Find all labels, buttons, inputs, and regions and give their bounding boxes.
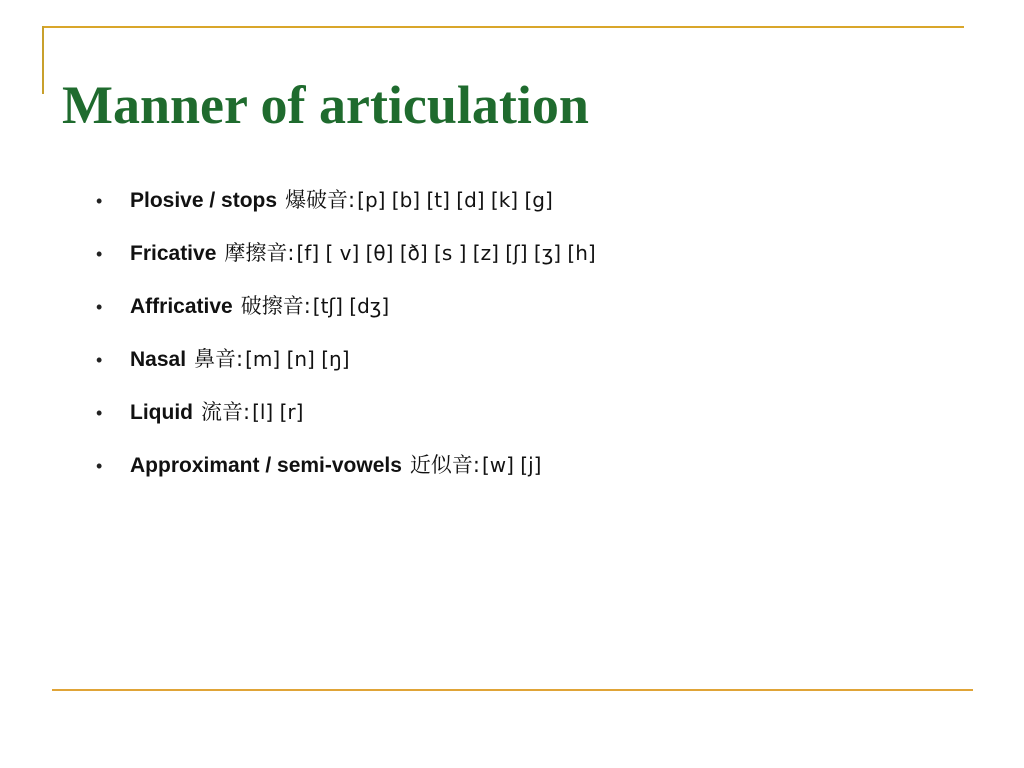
bullet-liquid (96, 396, 596, 449)
bullet-affricative (96, 290, 596, 343)
footer-rule (52, 689, 973, 691)
top-rule (42, 26, 964, 28)
bullet-chinese: 破擦音: (240, 294, 311, 318)
bullet-chinese: 爆破音: (285, 188, 356, 212)
bullet-chinese: 流音: (200, 400, 251, 424)
bullet-chinese: 近似音: (409, 453, 480, 477)
bullet-plosive (96, 184, 596, 237)
bullet-fricative (96, 237, 596, 290)
bullet-dot-icon: • (96, 244, 103, 264)
bullet-term: Liquid (130, 401, 193, 424)
bullet-ipa: [p] [b] [t] [d] [k] [g] (357, 188, 553, 212)
bullet-dot-icon: • (96, 350, 103, 370)
bullet-ipa: [tʃ] [dʒ] (312, 294, 390, 318)
bullet-dot-icon: • (96, 191, 103, 211)
bullet-approximant (96, 449, 596, 502)
bullet-chinese: 摩擦音: (224, 241, 295, 265)
bullet-ipa: [w] [j] (481, 453, 542, 477)
bullet-ipa: [f] [ v] [θ] [ð] [s ] [z] [ʃ] [ʒ] [h] (296, 241, 596, 265)
bullet-term: Plosive / stops (130, 189, 278, 212)
bullet-ipa: [m] [n] [ŋ] (245, 347, 350, 371)
bullet-dot-icon: • (96, 297, 103, 317)
bullet-term: Nasal (130, 348, 187, 371)
bullet-list (96, 184, 596, 502)
bullet-dot-icon: • (96, 403, 103, 423)
bullet-ipa: [l] [r] (252, 400, 304, 424)
bullet-term: Approximant / semi-vowels (130, 454, 402, 477)
bullet-term: Affricative (130, 295, 233, 318)
bullet-nasal (96, 343, 596, 396)
bullet-dot-icon: • (96, 456, 103, 476)
bullet-term: Fricative (130, 242, 217, 265)
left-rule (42, 26, 44, 94)
bullet-chinese: 鼻音: (194, 347, 244, 371)
slide-title: Manner of articulation (62, 75, 589, 136)
